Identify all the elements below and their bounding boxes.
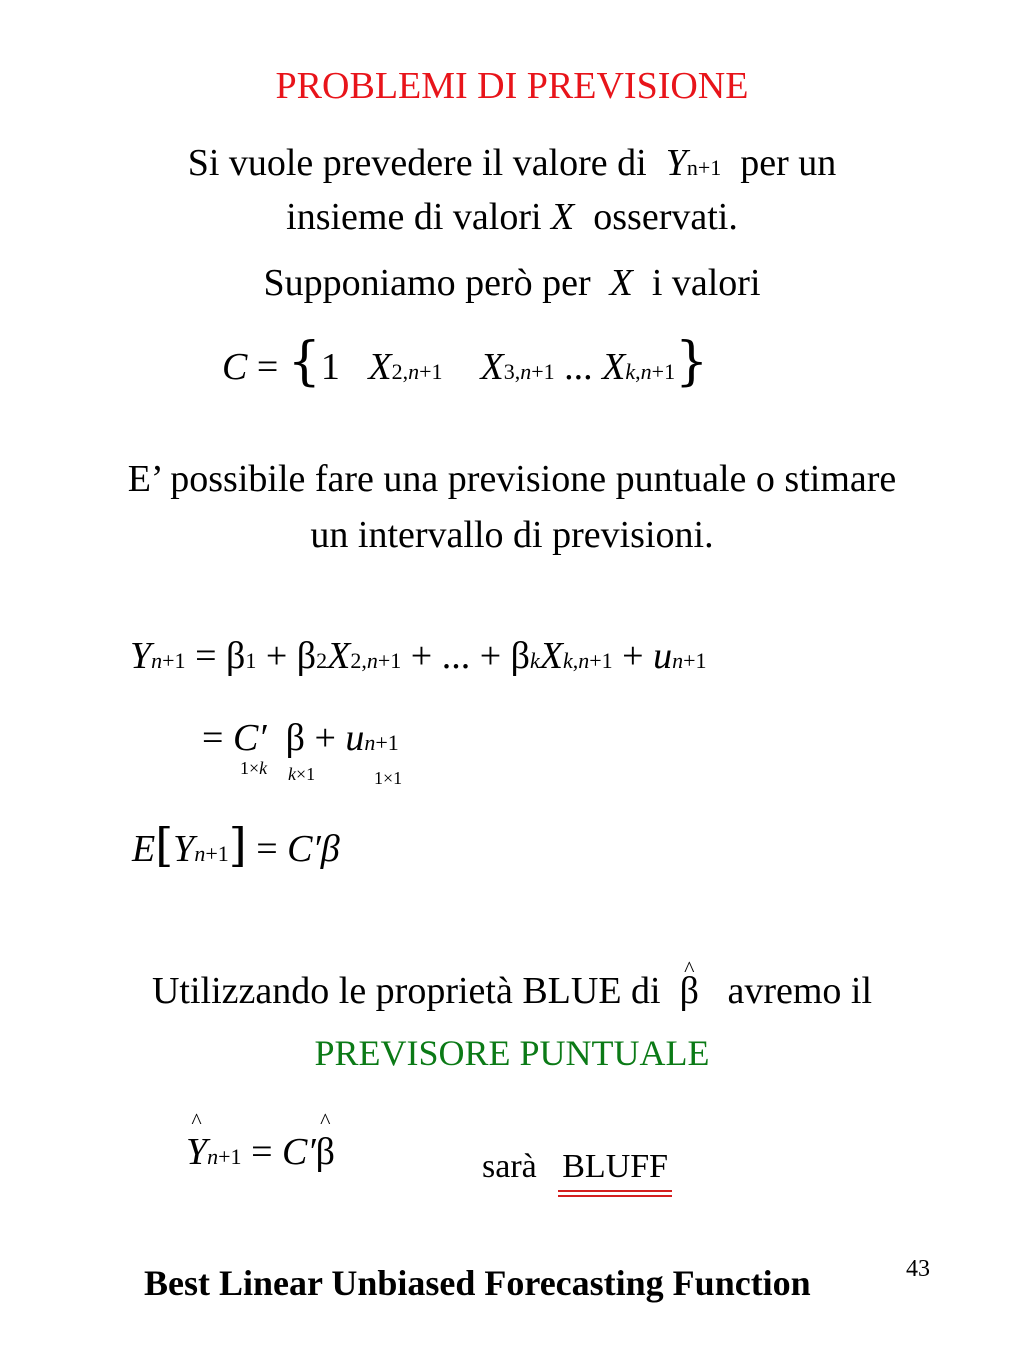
xk-sub-comma: , [635, 359, 641, 384]
underline-bottom [558, 1195, 672, 1197]
dim-beta-rows: k [288, 764, 296, 784]
underline-top [558, 1190, 672, 1192]
var-y: Y [665, 142, 687, 184]
xk: X [602, 346, 626, 388]
matrix-u: u [345, 717, 365, 759]
model-y-sub-n: n [151, 648, 163, 673]
intro-text-1a: Si vuole prevedere il valore di [187, 142, 647, 184]
dim-c-rows: 1 [240, 758, 249, 778]
plus-4: + [622, 635, 644, 677]
x3: X [480, 346, 504, 388]
sara-text: sarà [482, 1148, 537, 1185]
x2-sub-n: n [408, 359, 420, 384]
open-brace: { [287, 332, 321, 392]
beta-2-sub: 2 [316, 648, 328, 673]
intro-text-1b: per un [740, 142, 837, 184]
ellipsis: ... [564, 346, 593, 388]
model-xk-sub-k: k [562, 648, 573, 673]
expectation-rhs: C′β [287, 828, 340, 870]
intro-text-3b: i valori [651, 262, 761, 304]
model-xk: X [539, 635, 563, 677]
var-x-2: X [609, 262, 633, 304]
model-u-sub-plus1: +1 [683, 648, 707, 673]
intro-text-2b: osservati. [593, 196, 738, 238]
dim-c [240, 758, 267, 779]
dim-u-cols: 1 [393, 768, 403, 788]
plus-2: + [410, 635, 433, 677]
var-x: X [551, 196, 575, 238]
intro-text-2a: insieme di valori [286, 196, 542, 238]
paragraph-line-2: un intervallo di previsioni. [310, 514, 714, 556]
beta-2: β [296, 635, 317, 677]
model-eq: = [195, 635, 217, 677]
intro-line-1 [0, 140, 1024, 191]
dim-beta-cols: 1 [306, 764, 316, 784]
xk-sub-k: k [625, 359, 636, 384]
xk-sub-n: n [640, 359, 652, 384]
predictor-equation [186, 1130, 335, 1174]
page-title: PROBLEMI DI PREVISIONE [275, 65, 749, 107]
predictor-eq: = [251, 1131, 273, 1173]
x3-sub-a: 3, [503, 359, 521, 384]
model-x2-sub-n: n [366, 648, 378, 673]
footer-text: Best Linear Unbiased Forecasting Function [144, 1263, 811, 1303]
predictor-beta-hat: ^ β [316, 1130, 335, 1174]
predictor-y-hat: ^ Y [186, 1130, 207, 1174]
xk-sub-plus1: +1 [651, 359, 676, 384]
plus-3: + [479, 635, 502, 677]
model-xk-sub-n: n [578, 648, 590, 673]
intro-line-2 [0, 194, 1024, 240]
model-x2: X [327, 635, 351, 677]
close-brace: } [675, 332, 709, 392]
expectation-y-sub-n: n [194, 841, 206, 866]
matrix-u-sub-n: n [364, 730, 376, 755]
blue-line [0, 968, 1024, 1014]
dim-c-times: × [249, 758, 260, 778]
predictor-c-prime: C′ [282, 1131, 316, 1173]
right-bracket: ] [228, 818, 247, 872]
beta-k-sub: k [529, 648, 540, 673]
matrix-form-equation [202, 716, 399, 760]
matrix-beta: β [285, 717, 305, 759]
dim-u-times: × [383, 768, 394, 788]
expectation-y-sub-plus1: +1 [205, 841, 229, 866]
model-y: Y [130, 635, 152, 677]
equals-sign: = [256, 346, 279, 388]
intro-text-3a: Supponiamo però per [263, 262, 591, 304]
dim-u-rows: 1 [374, 768, 383, 788]
x2-sub-plus1: +1 [419, 359, 443, 384]
beta-k: β [510, 635, 530, 677]
model-equation [130, 634, 707, 678]
dim-beta-times: × [296, 764, 307, 784]
page-number: 43 [906, 1256, 930, 1282]
left-bracket: [ [155, 818, 174, 872]
beta-1: β [226, 635, 246, 677]
beta-1-sub: 1 [245, 648, 257, 673]
matrix-c-prime: C′ [232, 717, 267, 759]
dim-beta [288, 764, 315, 785]
expectation-eq: = [256, 828, 278, 870]
bluff-word [562, 1148, 668, 1186]
bluff-note [482, 1148, 668, 1186]
expectation-equation [132, 818, 340, 872]
predictor-y-sub-plus1: +1 [218, 1144, 242, 1169]
matrix-plus: + [314, 717, 336, 759]
dim-c-cols: k [259, 758, 268, 778]
plus-1: + [265, 635, 288, 677]
expectation-y: Y [173, 828, 195, 870]
model-x2-sub-plus1: +1 [377, 648, 402, 673]
predictor-y-sub-n: n [207, 1144, 219, 1169]
subtitle-previsore: PREVISORE PUNTUALE [314, 1033, 710, 1073]
c-vector-formula [222, 332, 708, 392]
blue-text-a: Utilizzando le proprietà BLUE di [151, 970, 661, 1012]
model-xk-sub-plus1: +1 [589, 648, 613, 673]
expectation-e: E [132, 828, 156, 870]
x3-sub-plus1: +1 [531, 359, 555, 384]
model-x2-sub-a: 2, [350, 648, 367, 673]
paragraph-line-1: E’ possibile fare una previsione puntuale o stimare [127, 458, 897, 500]
x2-sub-a: 2, [391, 359, 409, 384]
matrix-eq: = [202, 717, 224, 759]
blue-text-b: avremo il [727, 970, 873, 1012]
model-u: u [653, 635, 673, 677]
bluff-text: BLUFF [562, 1148, 669, 1185]
var-y-subscript: n+1 [686, 155, 722, 180]
intro-line-3 [0, 260, 1024, 306]
one: 1 [320, 346, 340, 388]
model-xk-sub-comma: , [572, 648, 579, 673]
beta-hat: ^ β [680, 968, 699, 1014]
model-dots: ... [441, 635, 471, 677]
x3-sub-n: n [520, 359, 532, 384]
x2: X [368, 346, 392, 388]
model-u-sub-n: n [672, 648, 684, 673]
c-symbol: C [222, 346, 248, 388]
dim-u [374, 768, 402, 789]
matrix-u-sub-plus1: +1 [375, 730, 399, 755]
model-y-sub-plus1: +1 [162, 648, 186, 673]
